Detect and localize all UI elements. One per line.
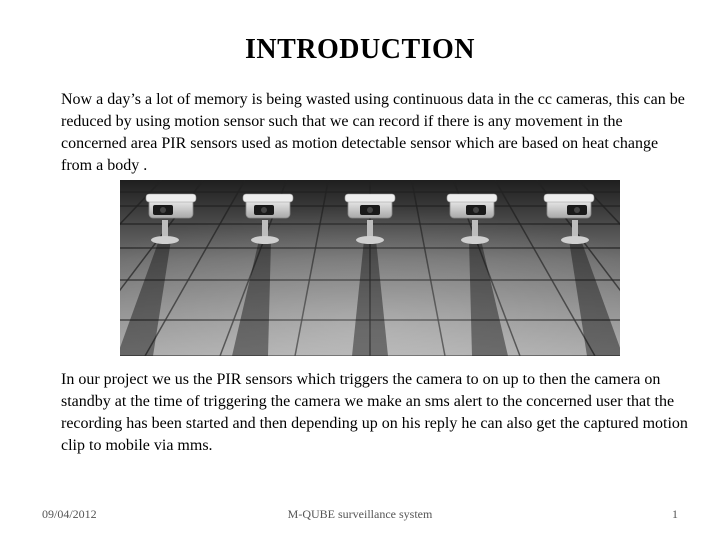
project-paragraph: In our project we us the PIR sensors which triggers the camera to on up to then the camera on standby at the time of triggering the camera we make an sms alert to the concerned user that the recording has been started and then depending up on his reply he can also get the captured motion clip to mobile via mms.: [61, 371, 688, 454]
footer-date: 09/04/2012: [42, 507, 97, 521]
footer-title: M-QUBE surveillance system: [287, 507, 433, 521]
slide-title: INTRODUCTION: [244, 34, 476, 65]
intro-paragraph: Now a day’s a lot of memory is being wasted using continuous data in the cc cameras, this can be reduced by using motion sensor such that we can record if there is any movement in the concerned area PIR sensors used as motion detectable sensor which are based on heat change from a body .: [61, 91, 685, 174]
page-number: 1: [672, 507, 678, 521]
surveillance-cameras-photo: [120, 180, 620, 356]
